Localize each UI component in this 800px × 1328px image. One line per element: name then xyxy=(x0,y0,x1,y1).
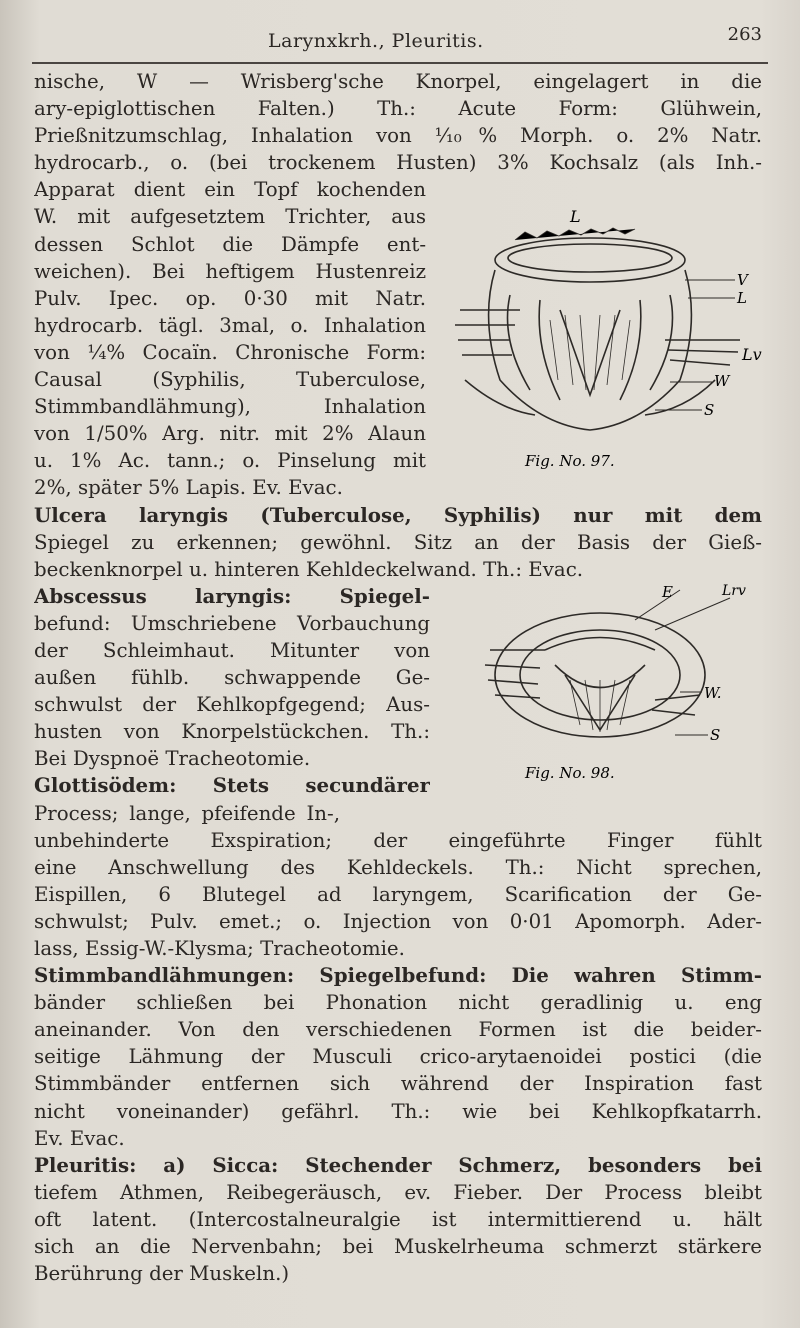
text-line: ary-epiglottischen Falten.) Th.: Acute Form: Glühwein, xyxy=(34,97,762,121)
figure-97 xyxy=(440,200,770,475)
label-lv: Lv xyxy=(742,345,762,364)
text-line: bänder schließen bei Phonation nicht geradlinig u. eng xyxy=(34,991,762,1015)
text-line: von 1/50% Arg. nitr. mit 2% Alaun xyxy=(34,422,426,446)
figure-97-caption: Fig. No. 97. xyxy=(525,452,615,470)
text-line: eine Anschwellung des Kehldeckels. Th.: Nicht sprechen, xyxy=(34,855,762,879)
text-line: W. mit aufgesetztem Trichter, aus xyxy=(34,205,426,229)
figure-98-caption: Fig. No. 98. xyxy=(525,764,615,782)
text-line: nische, W — Wrisberg'sche Knorpel, eingelagert in die xyxy=(34,70,762,93)
text-line: tiefem Athmen, Reibegeräusch, ev. Fieber. Der Process bleibt xyxy=(34,1180,762,1204)
text-line: beckenknorpel u. hinteren Kehldeckelwand. Th.: Evac. xyxy=(34,557,584,581)
text-line: sich an die Nervenbahn; bei Muskelrheuma schmerzt stärkere xyxy=(34,1235,762,1259)
text-line: oft latent. (Intercostalneuralgie ist intermittierend u. hält xyxy=(34,1207,762,1231)
label-w: W. xyxy=(704,684,722,702)
text-line: weichen). Bei heftigem Hustenreiz xyxy=(34,259,426,283)
label-lrv: Lrv xyxy=(722,583,746,599)
text-line: Prießnitzumschlag, Inhalation von ⅒% Morph. o. 2% Natr. xyxy=(34,124,762,148)
label-e: E xyxy=(662,583,673,601)
text-line: husten von Knorpelstückchen. Th.: xyxy=(34,720,430,744)
text-line: Causal (Syphilis, Tuberculose, xyxy=(34,368,426,392)
text-line: der Schleimhaut. Mitunter von xyxy=(34,638,430,662)
text-line: schwulst; Pulv. emet.; o. Injection von 0·01 Apomorph. Ader- xyxy=(34,909,762,933)
text-line: Process; lange, pfeifende In-, xyxy=(34,801,340,825)
label-s: S xyxy=(710,726,721,744)
header-title: Larynxkrh., Pleuritis. xyxy=(268,30,484,52)
text-line: Ev. Evac. xyxy=(34,1126,125,1150)
text-line: von ¼% Cocaïn. Chronische Form: xyxy=(34,340,426,364)
text-line: Berührung der Muskeln.) xyxy=(34,1262,290,1286)
text-line: Pulv. Ipec. op. 0·30 mit Natr. xyxy=(34,286,426,310)
section-abscessus: Abscessus laryngis: Spiegel- xyxy=(34,583,430,608)
running-header xyxy=(32,22,768,64)
text-line: dessen Schlot die Dämpfe ent- xyxy=(34,232,426,256)
label-r1: V xyxy=(737,271,748,289)
label-r2: L xyxy=(737,289,747,307)
text-line: lass, Essig-W.-Klysma; Tracheotomie. xyxy=(34,937,405,960)
larynx-illustration-98 xyxy=(440,580,770,788)
text-line: Stimmbandlähmung), Inhalation xyxy=(34,395,426,419)
text-line: u. 1% Ac. tann.; o. Pinselung mit xyxy=(34,449,426,473)
label-top: L xyxy=(570,207,581,226)
text-line: hydrocarb., o. (bei trockenem Husten) 3% Kochsalz (als Inh.- xyxy=(34,151,762,175)
text-line: 2%, später 5% Lapis. Ev. Evac. xyxy=(34,476,343,500)
label-s: S xyxy=(704,401,715,419)
page-number: 263 xyxy=(727,24,762,45)
text-line: Apparat dient ein Topf kochenden xyxy=(34,178,426,202)
figure-98 xyxy=(440,580,770,788)
text-line: aneinander. Von den verschiedenen Formen ist die beider- xyxy=(34,1018,762,1042)
text-line: seitige Lähmung der Musculi crico-arytaenoidei postici (die xyxy=(34,1045,762,1069)
section-stimmband: Stimmbandlähmungen: Spiegelbefund: Die wahren Stimm- xyxy=(34,963,762,988)
text-line: Spiegel zu erkennen; gewöhnl. Sitz an der Basis der Gieß- xyxy=(34,530,762,554)
section-ulcera: Ulcera laryngis (Tuberculose, Syphilis) nur mit dem xyxy=(34,502,762,527)
section-glottisoedem: Glottisödem: Stets secundärer xyxy=(34,773,430,798)
text-line: Eispillen, 6 Blutegel ad laryngem, Scarification der Ge- xyxy=(34,882,762,906)
larynx-illustration-97 xyxy=(440,200,770,475)
text-line: befund: Umschriebene Vorbauchung xyxy=(34,611,430,635)
text-line: außen fühlb. schwappende Ge- xyxy=(34,666,430,690)
text-line: hydrocarb. tägl. 3mal, o. Inhalation xyxy=(34,313,426,337)
text-line: Bei Dyspnoë Tracheotomie. xyxy=(34,747,311,771)
text-line: Stimmbänder entfernen sich während der Inspiration fast xyxy=(34,1072,762,1096)
text-line: schwulst der Kehlkopfgegend; Aus- xyxy=(34,693,430,717)
section-pleuritis: Pleuritis: a) Sicca: Stechender Schmerz, besonders bei xyxy=(34,1152,762,1177)
text-line: nicht voneinander) gefährl. Th.: wie bei Kehlkopfkatarrh. xyxy=(34,1099,762,1123)
label-w: W xyxy=(714,372,730,390)
text-line: unbehinderte Exspiration; der eingeführte Finger fühlt xyxy=(34,828,762,852)
